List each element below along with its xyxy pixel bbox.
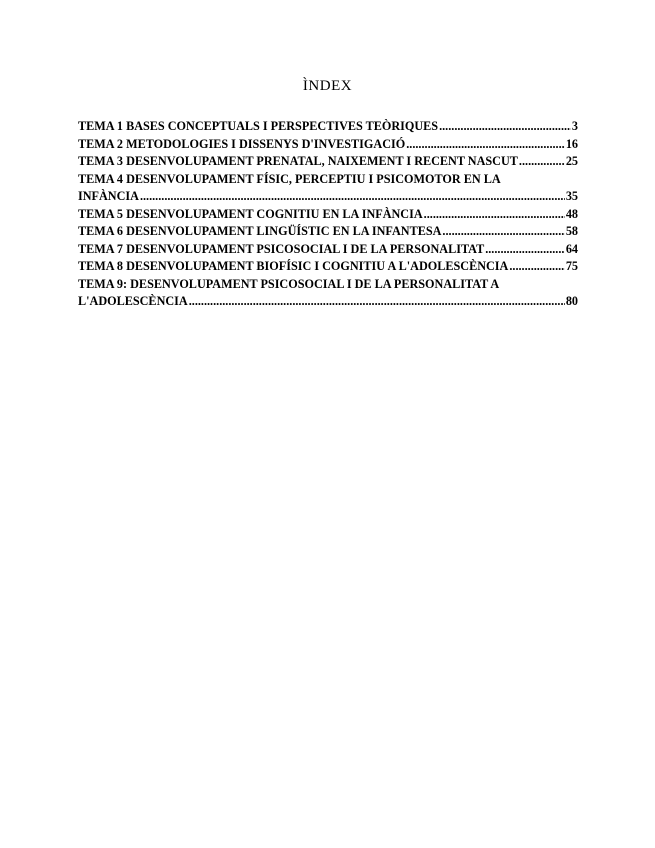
toc-entry-tema-2[interactable] xyxy=(78,136,578,154)
toc-entry-tema-1[interactable] xyxy=(78,118,578,136)
toc-entry-tema-4[interactable] xyxy=(78,171,578,206)
toc-page-number: 80 xyxy=(565,294,578,308)
table-of-contents xyxy=(78,118,578,311)
toc-entry-title: TEMA 7 DESENVOLUPAMENT PSICOSOCIAL I DE LA PERSONALITAT xyxy=(78,241,485,256)
toc-entry-tema-3[interactable] xyxy=(78,153,578,171)
toc-page-number: 16 xyxy=(565,136,578,151)
toc-dot-leader xyxy=(509,258,564,276)
toc-page-number: 75 xyxy=(565,259,578,273)
toc-entry-title: TEMA 2 METODOLOGIES I DISSENYS D'INVESTIGACIÓ xyxy=(78,136,406,151)
toc-dot-leader xyxy=(439,118,571,136)
toc-entry-title: TEMA 1 BASES CONCEPTUALS I PERSPECTIVES TEÒRIQUES xyxy=(78,119,439,133)
toc-dot-leader xyxy=(140,188,565,206)
toc-page-number: 35 xyxy=(565,189,578,203)
toc-page-number: 3 xyxy=(571,119,578,133)
toc-entry-tema-5[interactable] xyxy=(78,206,578,224)
toc-page-number: 58 xyxy=(565,224,578,238)
toc-entry-tema-6[interactable] xyxy=(78,223,578,241)
toc-entry-title-line2: L'ADOLESCÈNCIA xyxy=(78,294,188,308)
toc-entry-title: TEMA 3 DESENVOLUPAMENT PRENATAL, NAIXEMENT I RECENT NASCUT xyxy=(78,154,518,168)
toc-entry-tema-9[interactable] xyxy=(78,276,578,311)
toc-page-number: 48 xyxy=(565,206,578,221)
toc-entry-title: TEMA 5 DESENVOLUPAMENT COGNITIU EN LA INFÀNCIA xyxy=(78,206,423,221)
toc-entry-title: TEMA 6 DESENVOLUPAMENT LINGÜÍSTIC EN LA INFANTESA xyxy=(78,224,442,238)
toc-entry-tema-7[interactable] xyxy=(78,241,578,259)
toc-entry-tema-8[interactable] xyxy=(78,258,578,276)
toc-dot-leader xyxy=(485,241,565,259)
toc-page-number: 25 xyxy=(565,154,578,168)
toc-dot-leader xyxy=(406,136,565,154)
page-title: ÌNDEX xyxy=(302,78,353,94)
toc-entry-title-line1: TEMA 4 DESENVOLUPAMENT FÍSIC, PERCEPTIU I PSICOMOTOR EN LA xyxy=(78,171,501,186)
toc-dot-leader xyxy=(442,223,564,241)
toc-entry-title-line1: TEMA 9: DESENVOLUPAMENT PSICOSOCIAL I DE LA PERSONALITAT A xyxy=(78,276,500,291)
toc-entry-title-line2: INFÀNCIA xyxy=(78,189,139,203)
toc-dot-leader xyxy=(519,153,565,171)
toc-dot-leader xyxy=(189,293,565,311)
toc-page-number: 64 xyxy=(565,241,578,256)
toc-dot-leader xyxy=(424,206,565,224)
toc-entry-title: TEMA 8 DESENVOLUPAMENT BIOFÍSIC I COGNITIU A L'ADOLESCÈNCIA xyxy=(78,259,509,273)
